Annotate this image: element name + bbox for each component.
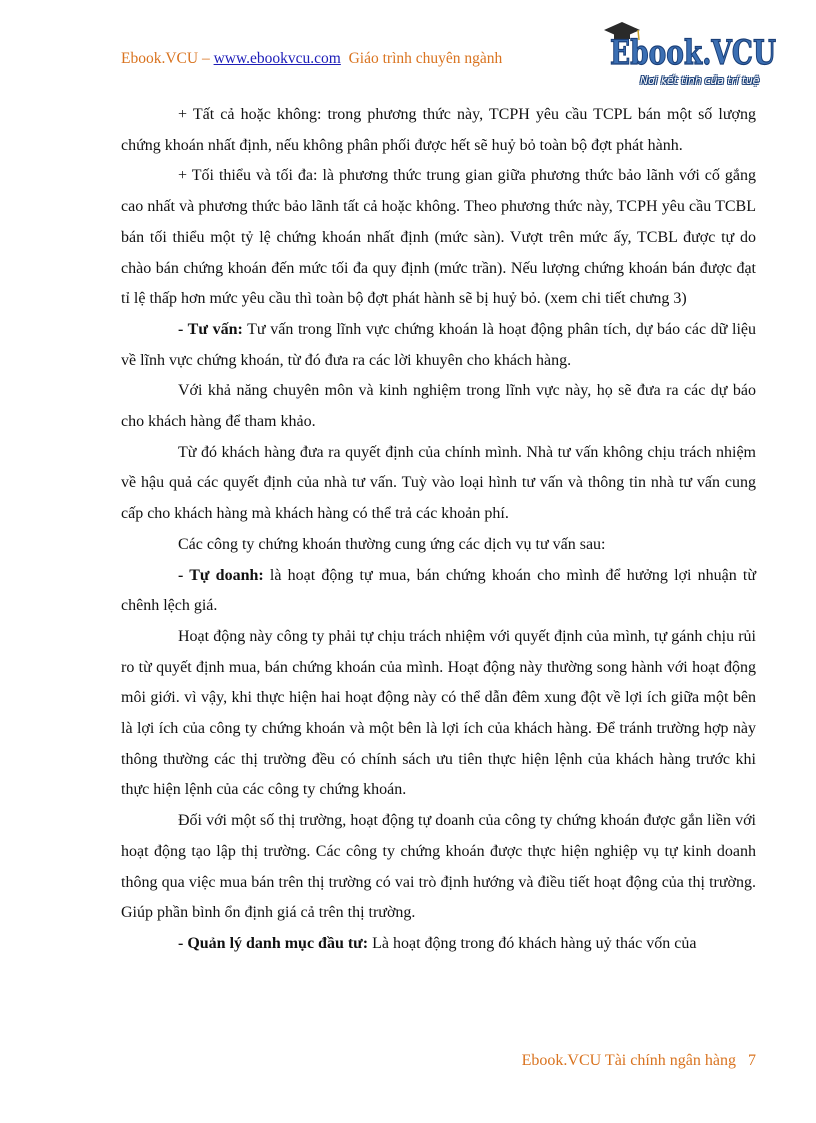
- paragraph-proprietary-trading: - Tự doanh: là hoạt động tự mua, bán chứng khoán cho mình để hưởng lợi nhuận từ chênh lệch giá.: [121, 566, 757, 615]
- ebookvcu-logo: [600, 16, 780, 96]
- header-link[interactable]: www.ebookvcu.com: [213, 50, 341, 67]
- header-brand: Ebook.VCU –: [121, 50, 210, 67]
- paragraph-advisory-forecast: Với khả năng chuyên môn và kinh nghiệm trong lĩnh vực này, họ sẽ đưa ra các dự báo cho khách hàng để tham khảo.: [121, 382, 756, 431]
- paragraph-advisory-decision: Từ đó khách hàng đưa ra quyết định của chính mình. Nhà tư vấn không chịu trách nhiệm về hậu quả các quyết định của nhà tư vấn. Tuỳ vào loại hình tư vấn và thông tin nhà tư vấn cung cấp cho khách hàng mà khách hàng có thể trả các khoản phí.: [121, 443, 756, 523]
- footer-text: Ebook.VCU Tài chính ngân hàng: [521, 1052, 736, 1069]
- paragraph-min-max: + Tối thiểu và tối đa: là phương thức trung gian giữa phương thức bảo lãnh với cố gắng cao nhất và phương thức bảo lãnh tất cả hoặc không. Theo phương thức này, TCPH yêu cầu TCBL bán tối thiểu một tỷ lệ chứng khoán nhất định (mức sàn). Vượt trên mức ấy, TCBL được tự do chào bán chứng khoán đến mức tối đa quy định (mức trần). Nếu lượng chứng khoán bán được đạt tỉ lệ thấp hơn mức yêu cầu thì toàn bộ đợt phát hành sẽ bị huỷ bỏ. (xem chi tiết chưng 3): [121, 167, 756, 308]
- page-header: [121, 50, 502, 68]
- body-text: [121, 100, 756, 960]
- heading-portfolio-management: - Quản lý danh mục đầu tư:: [178, 934, 369, 952]
- logo-wordmark: [600, 16, 780, 72]
- paragraph-portfolio-management: - Quản lý danh mục đầu tư: Là hoạt động trong đó khách hàng uỷ thác vốn của: [178, 934, 697, 952]
- logo-text: Ebook.VCU: [610, 33, 776, 73]
- heading-proprietary-trading: - Tự doanh:: [178, 566, 264, 584]
- logo-tagline: Nơi kết tinh của trí tuệ: [640, 74, 760, 87]
- header-subtitle: Giáo trình chuyên ngành: [348, 50, 503, 67]
- heading-advisory: - Tư vấn:: [178, 320, 243, 338]
- page-footer: [522, 1052, 756, 1070]
- paragraph-trading-risk: Hoạt động này công ty phải tự chịu trách nhiệm với quyết định của mình, tự gánh chịu rủi ro từ quyết định mua, bán chứng khoán của mình. Hoạt động này thường song hành với hoạt động môi giới. vì vậy, khi thực hiện hai hoạt động này có thể dẫn đêm xung đột về lợi ích giữa một bên là lợi ích của công ty chứng khoán và một bên là lợi ích của khách hàng. Để tránh trường hợp này thông thường các thị trường đều có chính sách ưu tiên thực hiện lệnh của khách hàng trước khi thực hiện lệnh của các công ty chứng khoán.: [121, 627, 756, 799]
- page-number: 7: [748, 1052, 756, 1069]
- paragraph-market-making: Đối với một số thị trường, hoạt động tự doanh của công ty chứng khoán được gắn liền với hoạt động tạo lập thị trường. Các công ty chứng khoán được thực hiện nghiệp vụ tự kinh doanh thông qua việc mua bán trên thị trường có vai trò định hướng và điều tiết hoạt động của thị trường. Giúp phần bình ổn định giá cả trên thị trường.: [121, 812, 756, 922]
- paragraph-advisory: - Tư vấn: Tư vấn trong lĩnh vực chứng khoán là hoạt động phân tích, dự báo các dữ liệu về lĩnh vực chứng khoán, từ đó đưa ra các lời khuyên cho khách hàng.: [121, 320, 757, 369]
- paragraph-all-or-none: + Tất cả hoặc không: trong phương thức này, TCPH yêu cầu TCPL bán một số lượng chứng khoán nhất định, nếu không phân phối được hết sẽ huỷ bỏ toàn bộ đợt phát hành.: [121, 106, 756, 154]
- paragraph-advisory-services: Các công ty chứng khoán thường cung ứng các dịch vụ tư vấn sau:: [178, 535, 606, 553]
